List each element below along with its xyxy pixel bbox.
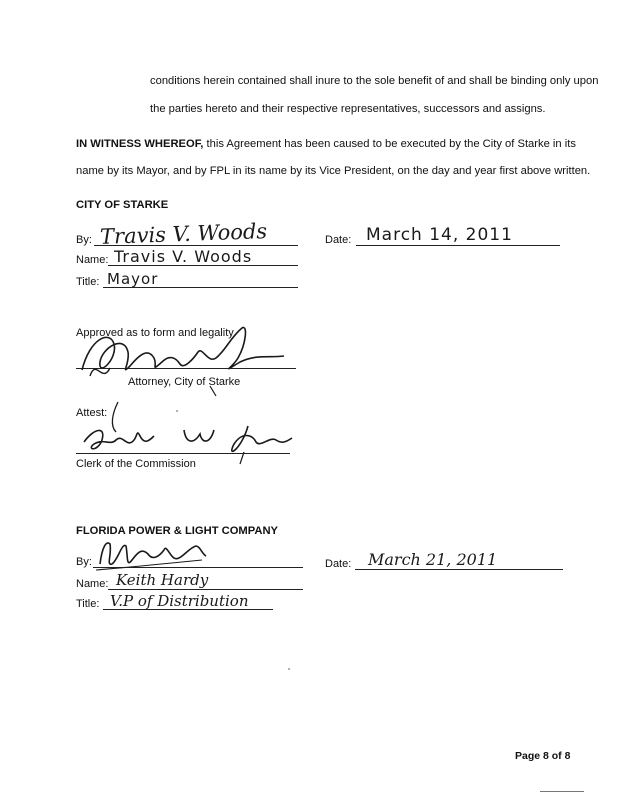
fpl-date-label: Date:: [325, 558, 352, 570]
starke-by-label: By:: [76, 234, 92, 246]
clerk-label: Clerk of the Commission: [76, 458, 196, 470]
attorney-label: Attorney, City of Starke: [128, 376, 241, 388]
starke-title-label: Title:: [76, 276, 100, 288]
fpl-name-label: Name:: [76, 578, 109, 590]
starke-date-value: March 14, 2011: [366, 225, 513, 245]
starke-signature: Travis V. Woods: [99, 219, 268, 249]
city-heading: CITY OF STARKE: [76, 199, 169, 211]
witness-heading: IN WITNESS WHEREOF,: [76, 138, 204, 150]
starke-date-line: [356, 245, 560, 246]
witness-text: this Agreement has been caused to be executed by the City of Starke in its: [203, 138, 576, 150]
witness-line-1: [76, 137, 576, 151]
page-number: Page 8 of 8: [515, 750, 571, 762]
starke-name-label: Name:: [76, 254, 109, 266]
fpl-name-line: [108, 589, 303, 590]
starke-title-value: Mayor: [107, 270, 159, 288]
paragraph-line-2: the parties hereto and their respective representatives, successors and assigns.: [150, 103, 546, 115]
witness-line-2: name by its Mayor, and by FPL in its name by its Vice President, on the day and year first above written.: [76, 165, 591, 177]
fpl-date-line: [355, 569, 563, 570]
fpl-by-label: By:: [76, 556, 92, 568]
fpl-name-value: Keith Hardy: [116, 571, 209, 589]
approved-label: Approved as to form and legality: [76, 327, 234, 339]
paragraph-line-1: conditions herein contained shall inure to the sole benefit of and shall be binding only upon: [150, 75, 599, 87]
starke-name-value: Travis V. Woods: [114, 247, 253, 266]
starke-date-label: Date:: [325, 234, 352, 246]
fpl-date-value: March 21, 2011: [368, 550, 498, 569]
fpl-heading: FLORIDA POWER & LIGHT COMPANY: [76, 525, 278, 537]
footer-mark: [540, 791, 584, 792]
fpl-title-value: V.P of Distribution: [110, 592, 249, 610]
fpl-title-label: Title:: [76, 598, 100, 610]
scan-speck: [288, 668, 290, 670]
attest-label: Attest:: [76, 407, 108, 419]
scan-speck: [176, 410, 178, 412]
